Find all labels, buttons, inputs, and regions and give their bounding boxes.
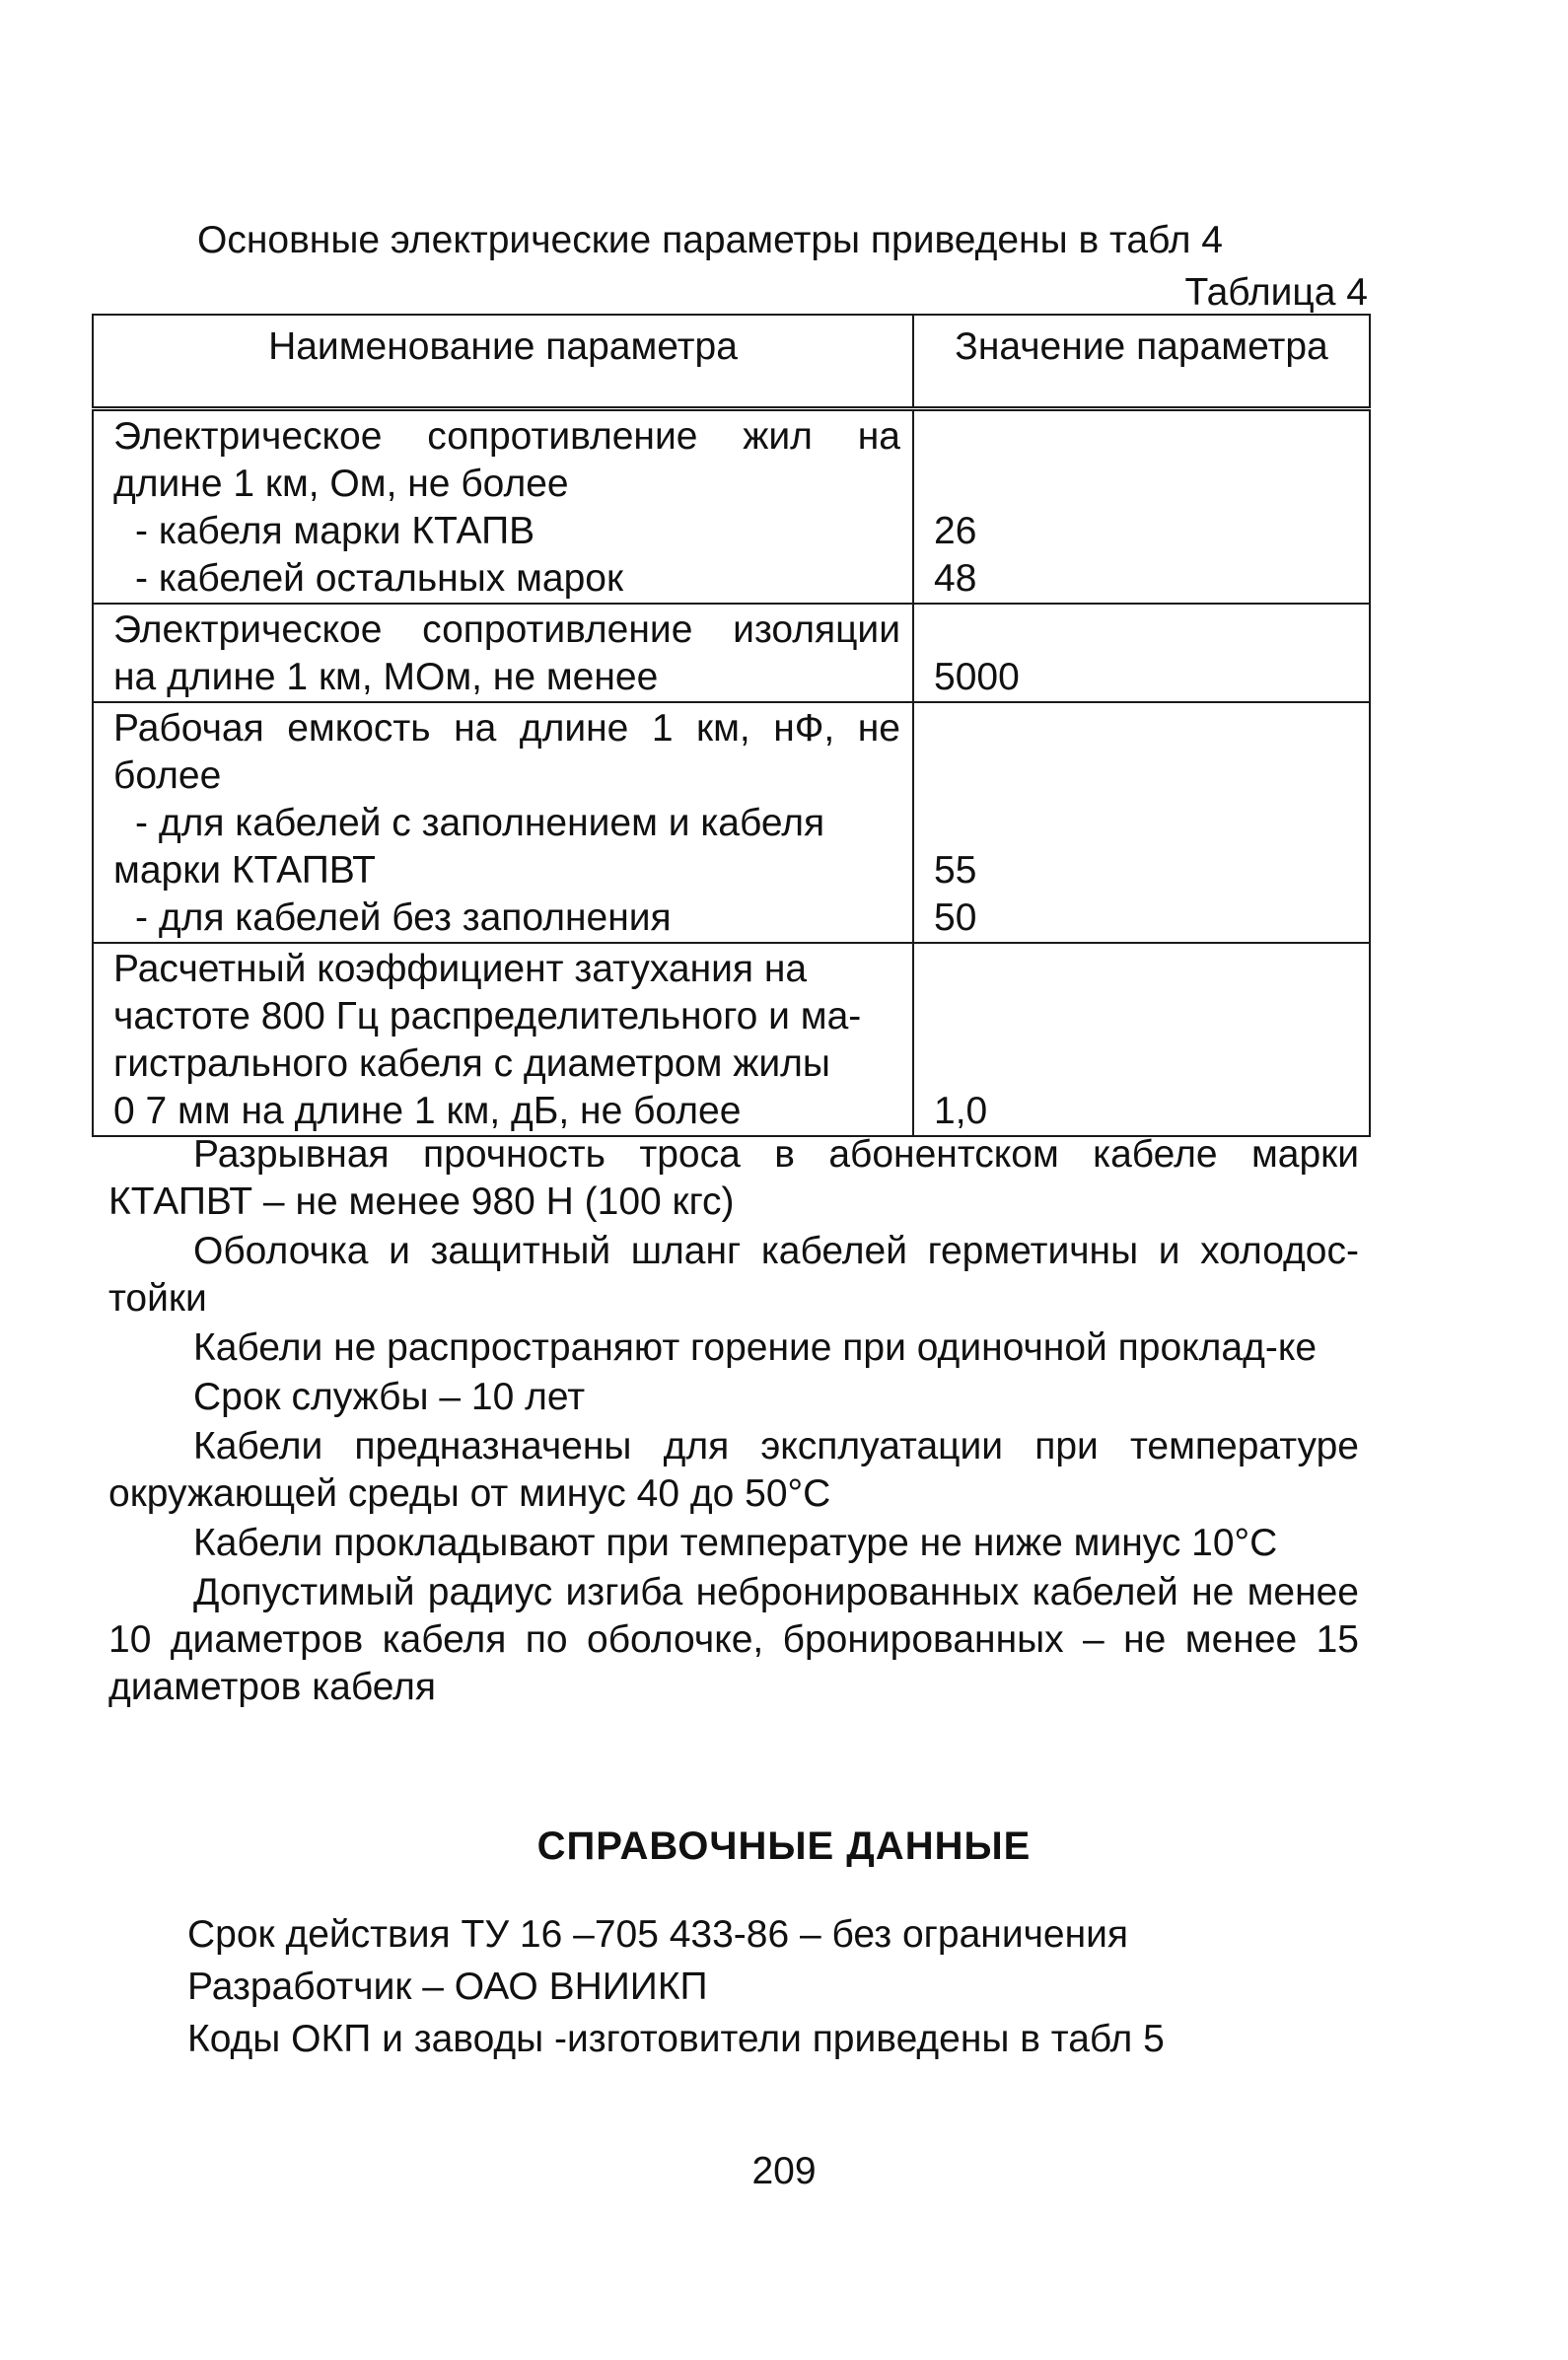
cell-line xyxy=(934,946,1357,993)
paragraph: Оболочка и защитный шланг кабелей герметичны и холодос-тойки xyxy=(108,1230,1359,1320)
cell-line: 5000 xyxy=(934,656,1020,698)
cell-line: на длине 1 км, МОм, не менее xyxy=(113,656,659,698)
cell-line: - кабелей остальных марок xyxy=(135,557,624,600)
parameter-name-cell xyxy=(93,943,913,1136)
cell-line xyxy=(934,800,1357,847)
reference-line: Коды ОКП и заводы -изготовители приведены в табл 5 xyxy=(187,2018,1165,2060)
paragraph: Кабели предназначены для эксплуатации при температуре окружающей среды от минус 40 до 50°С xyxy=(108,1425,1359,1515)
cell-line: - кабеля марки КТАПВ xyxy=(135,510,535,552)
header-parameter-value: Значение параметра xyxy=(913,315,1370,409)
body-text xyxy=(108,1131,1359,1711)
table-row xyxy=(93,702,1370,943)
parameter-value-cell xyxy=(913,702,1370,943)
parameter-name-cell xyxy=(93,409,913,605)
cell-line: Электрическое сопротивление жил на xyxy=(113,415,900,458)
cell-line: 50 xyxy=(934,896,977,939)
paragraph: Срок службы – 10 лет xyxy=(193,1376,586,1418)
table-row xyxy=(93,604,1370,702)
parameter-value-cell xyxy=(913,604,1370,702)
parameter-value-cell xyxy=(913,943,1370,1136)
cell-line: Электрическое сопротивление изоляции xyxy=(113,608,900,651)
cell-line: - для кабелей с заполнением и кабеля xyxy=(135,802,825,844)
table-caption: Таблица 4 xyxy=(1184,271,1368,314)
header-parameter-name: Наименование параметра xyxy=(93,315,913,409)
paragraph: Допустимый радиус изгиба небронированных кабелей не менее 10 диаметров кабеля по оболочке, бронированных – не менее 15 диаметров кабеля xyxy=(108,1571,1359,1708)
paragraph: Кабели прокладывают при температуре не ниже минус 10°С xyxy=(193,1522,1278,1564)
parameter-name-cell xyxy=(93,702,913,943)
reference-line: Срок действия ТУ 16 –705 433-86 – без ограничения xyxy=(187,1913,1129,1956)
cell-line: Расчетный коэффициент затухания на xyxy=(113,948,808,990)
cell-line: 26 xyxy=(934,510,977,552)
cell-line: - для кабелей без заполнения xyxy=(135,896,672,939)
cell-line xyxy=(934,413,1357,461)
page-number: 209 xyxy=(751,2150,817,2192)
cell-line: более xyxy=(113,754,222,797)
cell-line xyxy=(934,1040,1357,1088)
reference-data xyxy=(187,1908,1165,2065)
paragraph: Кабели не распространяют горение при одиночной проклад-ке xyxy=(193,1326,1318,1369)
parameters-table xyxy=(92,314,1371,1137)
cell-line: 1,0 xyxy=(934,1090,988,1132)
reference-line: Разработчик – ОАО ВНИИКП xyxy=(187,1966,708,2008)
cell-line: 0 7 мм на длине 1 км, дБ, не более xyxy=(113,1090,742,1132)
cell-line xyxy=(934,461,1357,508)
table-row xyxy=(93,943,1370,1136)
intro-text: Основные электрические параметры приведены в табл 4 xyxy=(197,219,1223,261)
cell-line: частоте 800 Гц распределительного и ма- xyxy=(113,995,862,1037)
cell-line: 48 xyxy=(934,557,977,600)
section-heading: СПРАВОЧНЫЕ ДАННЫЕ xyxy=(536,1824,1032,1868)
cell-line: гистрального кабеля с диаметром жилы xyxy=(113,1042,830,1085)
cell-line xyxy=(934,607,1357,654)
paragraph: Разрывная прочность троса в абонентском кабеле марки КТАПВТ – не менее 980 Н (100 кгс) xyxy=(108,1133,1359,1223)
cell-line: длине 1 км, Ом, не более xyxy=(113,463,569,505)
cell-line: Рабочая емкость на длине 1 км, нФ, не xyxy=(113,707,900,750)
parameter-name-cell xyxy=(93,604,913,702)
cell-line: 55 xyxy=(934,849,977,892)
cell-line: марки КТАПВТ xyxy=(113,849,376,892)
cell-line xyxy=(934,752,1357,800)
table-row xyxy=(93,409,1370,605)
parameter-value-cell xyxy=(913,409,1370,605)
cell-line xyxy=(934,705,1357,752)
cell-line xyxy=(934,993,1357,1040)
table-header-row xyxy=(93,315,1370,409)
